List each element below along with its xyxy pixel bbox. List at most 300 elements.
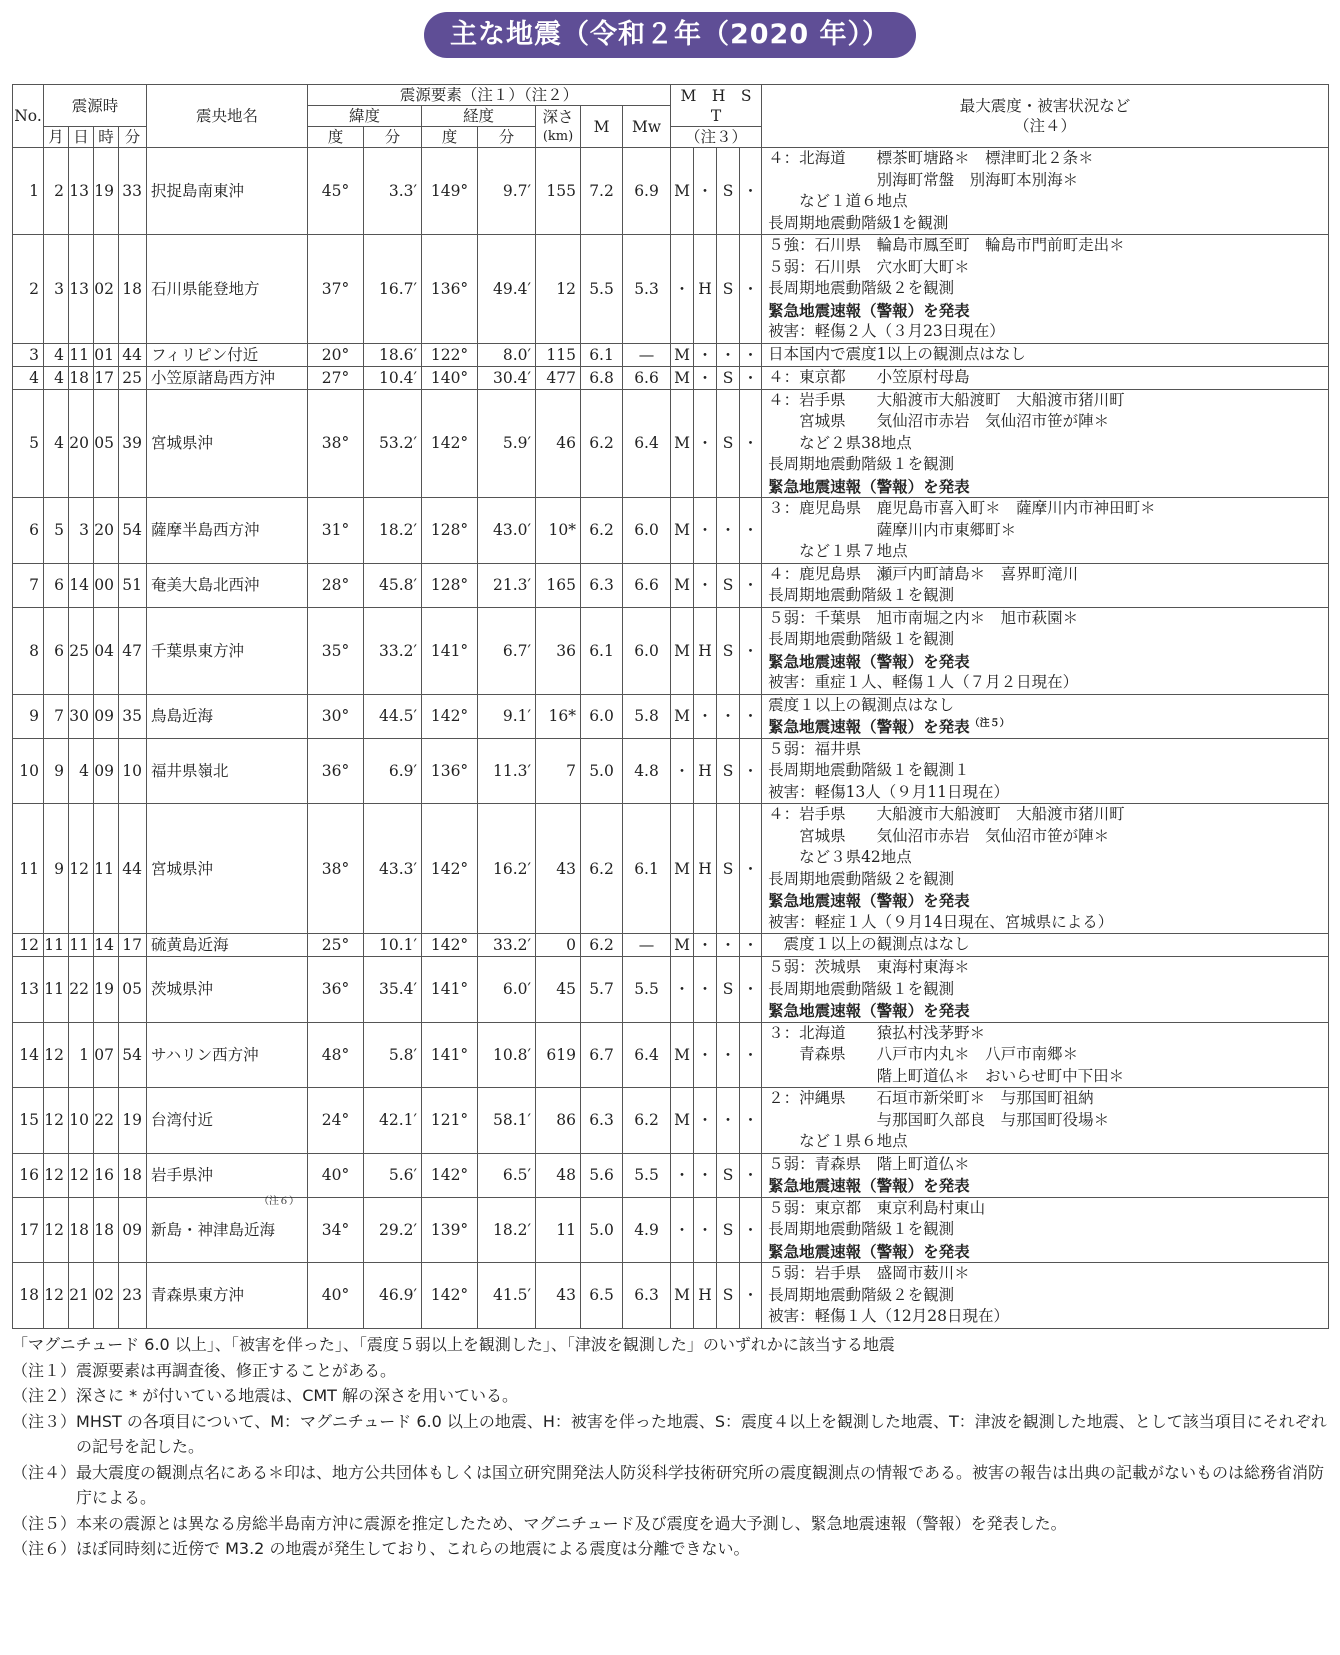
row-month: 6 [44, 563, 69, 607]
row-day: 18 [69, 366, 94, 389]
row-intensity-info [762, 1022, 1329, 1088]
row-epicenter [147, 1088, 308, 1154]
row-flag-h: ・ [694, 1197, 717, 1263]
info-line [768, 1000, 1328, 1022]
row-hour: 19 [94, 148, 119, 235]
row-depth: 46 [536, 389, 581, 498]
info-line [768, 890, 1328, 912]
row-lat-min: 18.2′ [364, 498, 422, 564]
row-hour: 18 [94, 1197, 119, 1263]
row-epicenter [147, 563, 308, 607]
header-hour: 時 [94, 127, 119, 148]
info-line [768, 957, 1328, 979]
row-hour: 02 [94, 235, 119, 344]
row-magnitude: 6.1 [581, 343, 623, 366]
row-flag-m: M [671, 389, 694, 498]
row-lat-min: 44.5′ [364, 694, 422, 738]
footnote [12, 1536, 1328, 1562]
row-flag-s: ・ [717, 934, 740, 957]
info-line [768, 1154, 1328, 1176]
info-line-text: 宮城県 気仙沼市赤岩 気仙沼市笹が陣＊ [768, 412, 1110, 430]
row-depth: 43 [536, 804, 581, 934]
footnote-text: 震源要素は再調査後、修正することがある。 [76, 1360, 397, 1380]
row-epicenter-text: 岩手県沖 [151, 1166, 214, 1184]
row-minute: 18 [119, 235, 147, 344]
row-lat-min: 16.7′ [364, 235, 422, 344]
row-magnitude: 5.5 [581, 235, 623, 344]
row-lat-deg: 25° [308, 934, 364, 957]
row-magnitude: 6.3 [581, 1088, 623, 1154]
info-line-note: （注５） [969, 717, 1010, 729]
row-moment-magnitude: 6.6 [623, 563, 671, 607]
header-lon-min: 分 [478, 127, 536, 148]
info-line-text: 長周期地震動階級1を観測 [768, 213, 949, 232]
row-no: 1 [13, 148, 44, 235]
row-intensity-info [762, 804, 1329, 934]
footnote-label: （注１） [12, 1360, 77, 1380]
row-magnitude: 6.5 [581, 1263, 623, 1329]
info-line-text: など１県７地点 [768, 542, 908, 560]
row-month: 12 [44, 1263, 69, 1329]
row-lat-deg: 28° [308, 563, 364, 607]
info-line-text: ４：東京都 小笠原村母島 [768, 367, 970, 386]
row-flag-m: M [671, 148, 694, 235]
header-max-intensity-label: 最大震度・被害状況など [959, 97, 1131, 115]
info-line [768, 454, 1328, 476]
row-no: 8 [13, 607, 44, 694]
table-row [13, 1197, 1329, 1263]
table-row [13, 498, 1329, 564]
info-line-text: 被害：重症１人、軽傷１人（７月２日現在） [768, 673, 1079, 691]
row-lon-min: 6.5′ [478, 1153, 536, 1197]
info-line-text: ３：鹿児島県 鹿児島市喜入町＊ 薩摩川内市神田町＊ [768, 499, 1156, 517]
row-epicenter [147, 389, 308, 498]
row-flag-s: S [717, 957, 740, 1023]
row-lon-deg: 136° [422, 235, 478, 344]
info-line-text: 長周期地震動階級２を観測 [768, 869, 955, 888]
header-mw: Mw [623, 106, 671, 148]
row-magnitude: 6.2 [581, 934, 623, 957]
row-day: 1 [69, 1022, 94, 1088]
row-intensity-info [762, 343, 1329, 366]
row-flag-t: ・ [740, 694, 762, 738]
row-lon-min: 11.3′ [478, 738, 536, 804]
row-month: 11 [44, 934, 69, 957]
header-day: 日 [69, 127, 94, 148]
row-moment-magnitude: 4.9 [623, 1197, 671, 1263]
row-magnitude: 5.0 [581, 738, 623, 804]
row-minute: 23 [119, 1263, 147, 1329]
header-depth-unit: (km) [542, 128, 574, 144]
row-intensity-info [762, 607, 1329, 694]
row-epicenter-text: 鳥島近海 [151, 707, 214, 725]
row-day: 11 [69, 343, 94, 366]
row-epicenter [147, 957, 308, 1023]
info-line [768, 804, 1328, 826]
header-m: M [581, 106, 623, 148]
row-flag-m: ・ [671, 235, 694, 344]
row-lon-min: 58.1′ [478, 1088, 536, 1154]
info-line [768, 847, 1328, 869]
row-flag-h: ・ [694, 343, 717, 366]
info-line [768, 300, 1328, 322]
row-flag-m: M [671, 1088, 694, 1154]
row-day: 3 [69, 498, 94, 564]
info-line-text: 緊急地震速報（警報）を発表 [768, 1176, 970, 1195]
row-intensity-info [762, 738, 1329, 804]
row-flag-t: ・ [740, 1088, 762, 1154]
info-line-text: など１道６地点 [768, 192, 908, 210]
row-moment-magnitude: 6.0 [623, 607, 671, 694]
page-title: 主な地震（令和２年（2020 年）） [424, 12, 916, 58]
row-flag-s: S [717, 738, 740, 804]
info-line-text: ５弱：千葉県 旭市南堀之内＊ 旭市萩園＊ [768, 608, 1079, 627]
row-no: 3 [13, 343, 44, 366]
info-line [768, 541, 1328, 563]
row-no: 14 [13, 1022, 44, 1088]
info-line [768, 869, 1328, 891]
row-lon-min: 21.3′ [478, 563, 536, 607]
info-line [768, 826, 1328, 848]
info-line [768, 1066, 1328, 1088]
footnote [12, 1383, 1328, 1409]
row-lat-deg: 38° [308, 804, 364, 934]
row-no: 10 [13, 738, 44, 804]
header-longitude: 経度 [422, 106, 536, 127]
row-hour: 05 [94, 389, 119, 498]
row-flag-t: ・ [740, 607, 762, 694]
row-no: 16 [13, 1153, 44, 1197]
row-moment-magnitude: 5.5 [623, 957, 671, 1023]
row-epicenter [147, 148, 308, 235]
row-flag-h: ・ [694, 148, 717, 235]
row-magnitude: 6.1 [581, 607, 623, 694]
table-row [13, 934, 1329, 957]
row-epicenter-text: 石川県能登地方 [151, 279, 260, 298]
footnote-label: （注５） [12, 1513, 77, 1533]
row-minute: 35 [119, 694, 147, 738]
row-magnitude: 6.8 [581, 366, 623, 389]
row-magnitude: 6.2 [581, 389, 623, 498]
table-row [13, 235, 1329, 344]
row-flag-s: ・ [717, 694, 740, 738]
info-line-text: 長周期地震動階級１を観測 [768, 1220, 955, 1238]
row-epicenter-text: 薩摩半島西方沖 [151, 521, 260, 540]
row-lat-deg: 38° [308, 389, 364, 498]
row-month: 7 [44, 694, 69, 738]
row-flag-s: S [717, 1153, 740, 1197]
table-row [13, 389, 1329, 498]
row-minute: 54 [119, 498, 147, 564]
row-moment-magnitude: 5.3 [623, 235, 671, 344]
info-line-text: ５弱：石川県 穴水町大町＊ [768, 257, 970, 276]
row-depth: 0 [536, 934, 581, 957]
row-flag-t: ・ [740, 804, 762, 934]
row-month: 2 [44, 148, 69, 235]
row-minute: 39 [119, 389, 147, 498]
row-month: 11 [44, 957, 69, 1023]
row-flag-m: M [671, 607, 694, 694]
row-epicenter [147, 694, 308, 738]
row-lat-min: 43.3′ [364, 804, 422, 934]
row-day: 21 [69, 1263, 94, 1329]
row-month: 9 [44, 738, 69, 804]
row-no: 7 [13, 563, 44, 607]
row-moment-magnitude: — [623, 934, 671, 957]
info-line-text: 震度１以上の観測点はなし [768, 935, 970, 954]
row-no: 4 [13, 366, 44, 389]
row-epicenter-text: 新島・神津島近海 [151, 1220, 276, 1239]
header-lat-deg: 度 [308, 127, 364, 148]
info-line-text: ５強：石川県 輪島市鳳至町 輪島市門前町走出＊ [768, 236, 1125, 254]
info-line-text: 与那国町久部良 与那国町役場＊ [768, 1110, 1110, 1129]
table-row [13, 1263, 1329, 1329]
info-line [768, 1023, 1328, 1045]
row-intensity-info [762, 563, 1329, 607]
info-line [768, 344, 1328, 366]
row-lat-min: 5.8′ [364, 1022, 422, 1088]
row-epicenter-text: フィリピン付近 [151, 345, 259, 364]
footnote-text: 深さに * が付いている地震は、CMT 解の深さを用いている。 [76, 1386, 519, 1405]
row-depth: 12 [536, 235, 581, 344]
row-lon-min: 41.5′ [478, 1263, 536, 1329]
row-moment-magnitude: 5.8 [623, 694, 671, 738]
row-flag-m: M [671, 804, 694, 934]
row-lat-deg: 35° [308, 607, 364, 694]
row-flag-s: S [717, 389, 740, 498]
row-depth: 43 [536, 1263, 581, 1329]
row-lat-deg: 37° [308, 235, 364, 344]
row-hour: 16 [94, 1153, 119, 1197]
info-line-text: 長周期地震動階級１を観測 [768, 455, 955, 473]
row-flag-h: ・ [694, 934, 717, 957]
row-hour: 02 [94, 1263, 119, 1329]
info-line-text: 長周期地震動階級１を観測 [768, 979, 955, 998]
row-flag-m: ・ [671, 738, 694, 804]
row-intensity-info [762, 694, 1329, 738]
row-epicenter-text: 択捉島南東沖 [151, 182, 245, 200]
row-hour: 17 [94, 366, 119, 389]
info-line [768, 191, 1328, 213]
row-lat-min: 6.9′ [364, 738, 422, 804]
info-line [768, 411, 1328, 433]
row-flag-m: M [671, 1022, 694, 1088]
info-line-text: ２：沖縄県 石垣市新栄町＊ 与那国町祖納 [768, 1089, 1094, 1107]
info-line-text: 階上町道仏＊ おいらせ町中下田＊ [768, 1066, 1125, 1085]
row-lon-min: 43.0′ [478, 498, 536, 564]
table-row [13, 1022, 1329, 1088]
row-epicenter-text: 福井県嶺北 [151, 761, 229, 780]
row-lat-deg: 34° [308, 1197, 364, 1263]
info-line [768, 1263, 1328, 1285]
row-lat-min: 53.2′ [364, 389, 422, 498]
info-line [768, 1241, 1328, 1263]
row-epicenter-note: （注６） [259, 1195, 300, 1207]
header-lat-min: 分 [364, 127, 422, 148]
row-month: 12 [44, 1153, 69, 1197]
row-epicenter-text: 茨城県沖 [151, 980, 214, 999]
row-flag-h: ・ [694, 957, 717, 1023]
row-flag-t: ・ [740, 1153, 762, 1197]
header-lon-deg: 度 [422, 127, 478, 148]
row-lat-deg: 40° [308, 1263, 364, 1329]
row-lon-deg: 141° [422, 1022, 478, 1088]
footnotes [12, 1332, 1328, 1562]
info-line [768, 390, 1328, 412]
row-month: 3 [44, 235, 69, 344]
info-line [768, 433, 1328, 455]
info-line-text: 長周期地震動階級２を観測 [768, 279, 955, 297]
row-month: 6 [44, 607, 69, 694]
row-lon-min: 6.0′ [478, 957, 536, 1023]
info-line [768, 1285, 1328, 1307]
row-day: 13 [69, 148, 94, 235]
info-line [768, 321, 1328, 343]
info-line-text: 被害：軽傷13人（９月11日現在） [768, 782, 1010, 801]
row-lat-deg: 20° [308, 343, 364, 366]
row-intensity-info [762, 957, 1329, 1023]
header-mhst: M H S T [671, 85, 762, 127]
info-line-text: 被害：軽症１人（９月14日現在、宮城県による） [768, 912, 1114, 931]
row-hour: 04 [94, 607, 119, 694]
row-lon-min: 30.4′ [478, 366, 536, 389]
row-epicenter-text: 千葉県東方沖 [151, 641, 245, 660]
row-lon-deg: 142° [422, 1153, 478, 1197]
row-month: 4 [44, 343, 69, 366]
row-flag-h: ・ [694, 1088, 717, 1154]
info-line-text: ４：岩手県 大船渡市大船渡町 大船渡市猪川町 [768, 805, 1125, 823]
header-latitude: 緯度 [308, 106, 422, 127]
table-row [13, 957, 1329, 1023]
row-flag-h: ・ [694, 498, 717, 564]
info-line-text: ４：鹿児島県 瀬戸内町請島＊ 喜界町滝川 [768, 564, 1079, 583]
info-line [768, 672, 1328, 694]
info-line [768, 235, 1328, 257]
row-lon-min: 9.7′ [478, 148, 536, 235]
info-line-text: ４：岩手県 大船渡市大船渡町 大船渡市猪川町 [768, 390, 1125, 409]
row-flag-h: ・ [694, 563, 717, 607]
row-intensity-info [762, 1153, 1329, 1197]
table-row [13, 563, 1329, 607]
header-hypo-elements: 震源要素（注１）（注２） [308, 85, 671, 106]
row-magnitude: 6.0 [581, 694, 623, 738]
row-flag-t: ・ [740, 957, 762, 1023]
row-flag-t: ・ [740, 738, 762, 804]
row-lat-deg: 48° [308, 1022, 364, 1088]
row-lon-deg: 139° [422, 1197, 478, 1263]
info-line [768, 979, 1328, 1001]
info-line-text: 長周期地震動階級２を観測 [768, 1285, 955, 1304]
row-epicenter-text: 青森県東方沖 [151, 1286, 245, 1305]
row-day: 18 [69, 1197, 94, 1263]
row-depth: 11 [536, 1197, 581, 1263]
row-lat-min: 45.8′ [364, 563, 422, 607]
row-no: 2 [13, 235, 44, 344]
row-no: 13 [13, 957, 44, 1023]
info-line-text: ３：北海道 猿払村浅茅野＊ [768, 1023, 986, 1042]
row-no: 5 [13, 389, 44, 498]
row-depth: 10* [536, 498, 581, 564]
row-lon-min: 8.0′ [478, 343, 536, 366]
row-depth: 155 [536, 148, 581, 235]
row-intensity-info [762, 1197, 1329, 1263]
row-flag-h: H [694, 738, 717, 804]
table-body [13, 148, 1329, 1329]
row-minute: 18 [119, 1153, 147, 1197]
row-intensity-info [762, 1263, 1329, 1329]
row-flag-m: M [671, 366, 694, 389]
info-line-text: 緊急地震速報（警報）を発表 [768, 300, 970, 320]
row-flag-s: ・ [717, 343, 740, 366]
row-moment-magnitude: 6.9 [623, 148, 671, 235]
row-day: 20 [69, 389, 94, 498]
row-lat-deg: 30° [308, 694, 364, 738]
info-line-text: 日本国内で震度1以上の観測点はなし [768, 344, 1026, 363]
info-line [768, 1306, 1328, 1328]
row-epicenter [147, 1263, 308, 1329]
row-epicenter [147, 738, 308, 804]
row-lat-min: 5.6′ [364, 1153, 422, 1197]
row-month: 4 [44, 366, 69, 389]
row-epicenter [147, 934, 308, 957]
row-moment-magnitude: 6.1 [623, 804, 671, 934]
header-month: 月 [44, 127, 69, 148]
table-row [13, 1088, 1329, 1154]
row-no: 11 [13, 804, 44, 934]
header-max-intensity [762, 85, 1329, 148]
row-epicenter [147, 498, 308, 564]
table-header [13, 85, 1329, 148]
info-line-text: など２県38地点 [768, 433, 912, 452]
row-minute: 44 [119, 343, 147, 366]
info-line [768, 520, 1328, 542]
earthquake-table [12, 84, 1329, 1329]
info-line [768, 585, 1328, 607]
row-flag-m: M [671, 563, 694, 607]
row-lat-deg: 24° [308, 1088, 364, 1154]
row-lat-deg: 36° [308, 957, 364, 1023]
row-lon-deg: 142° [422, 389, 478, 498]
footnote-label: （注２） [12, 1386, 77, 1405]
row-epicenter [147, 804, 308, 934]
row-flag-t: ・ [740, 343, 762, 366]
row-flag-s: ・ [717, 1022, 740, 1088]
row-lon-min: 6.7′ [478, 607, 536, 694]
row-lat-min: 18.6′ [364, 343, 422, 366]
row-epicenter-text: 硫黄島近海 [151, 936, 229, 954]
footnote [12, 1511, 1328, 1537]
row-lat-deg: 27° [308, 366, 364, 389]
row-flag-m: M [671, 498, 694, 564]
footnote [12, 1460, 1328, 1511]
row-moment-magnitude: 6.0 [623, 498, 671, 564]
row-month: 12 [44, 1197, 69, 1263]
row-flag-h: H [694, 235, 717, 344]
info-line [768, 1131, 1328, 1153]
row-flag-h: ・ [694, 1022, 717, 1088]
row-lat-min: 46.9′ [364, 1263, 422, 1329]
footnote-label: （注３） [12, 1411, 77, 1431]
info-line [768, 716, 1328, 738]
row-day: 14 [69, 563, 94, 607]
info-line-text: 緊急地震速報（警報）を発表 [768, 651, 970, 671]
info-line [768, 170, 1328, 192]
row-no: 15 [13, 1088, 44, 1154]
row-day: 10 [69, 1088, 94, 1154]
row-epicenter [147, 343, 308, 366]
row-no: 12 [13, 934, 44, 957]
row-flag-h: H [694, 607, 717, 694]
